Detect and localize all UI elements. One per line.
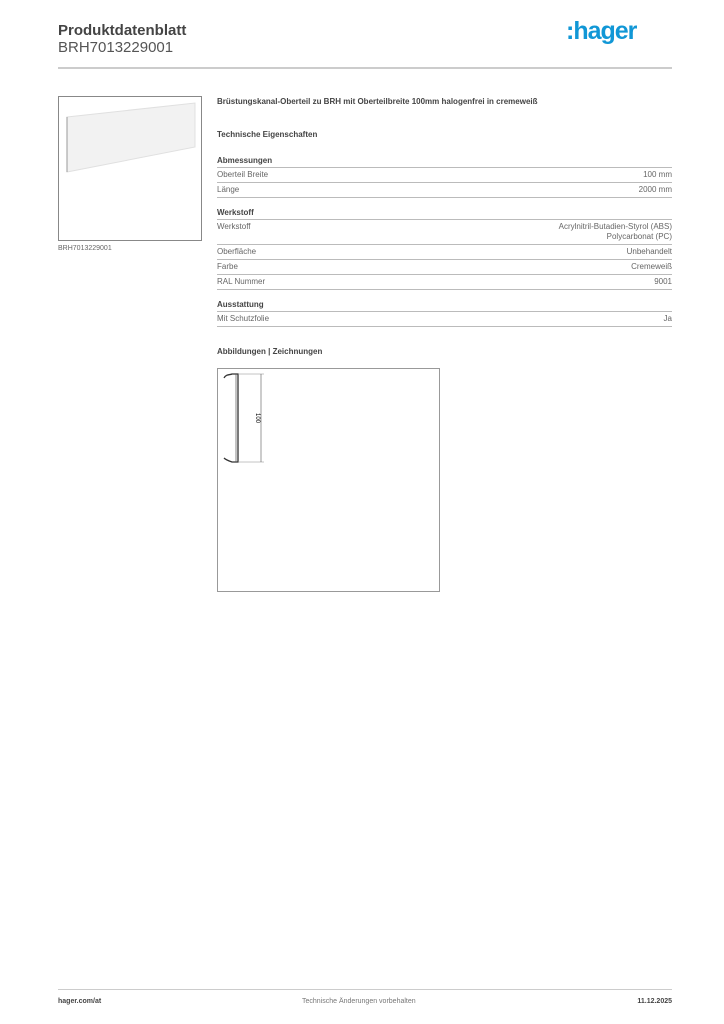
footer-date: 11.12.2025 (637, 998, 672, 1005)
row-value: 2000 mm (638, 185, 672, 194)
dimension-label: 100 (254, 412, 260, 424)
drawings-heading: Abbildungen | Zeichnungen (217, 347, 323, 356)
product-image (58, 96, 202, 241)
section-ausstattung: Ausstattung (217, 300, 672, 312)
row-value: 9001 (654, 277, 672, 286)
table-row (217, 245, 672, 260)
technical-drawing (217, 368, 440, 592)
product-illustration (59, 97, 201, 240)
row-value: Ja (663, 314, 672, 323)
row-value: Cremeweiß (631, 262, 672, 271)
row-label: RAL Nummer (217, 277, 266, 286)
table-row (217, 260, 672, 275)
row-label: Oberteil Breite (217, 170, 269, 179)
image-caption: BRH7013229001 (58, 245, 112, 252)
table-row (217, 220, 672, 245)
row-value-line: Acrylnitril-Butadien-Styrol (ABS) (558, 222, 672, 231)
row-value-line: Polycarbonat (PC) (606, 232, 672, 241)
page-title: Produktdatenblatt (58, 22, 187, 39)
table-row (217, 275, 672, 290)
row-label: Werkstoff (217, 222, 251, 231)
row-value (559, 222, 672, 242)
table-row (217, 183, 672, 198)
header-divider (58, 67, 672, 69)
row-label: Farbe (217, 262, 238, 271)
product-title: Brüstungskanal-Oberteil zu BRH mit Oberteilbreite 100mm halogenfrei in cremeweiß (217, 97, 538, 106)
section-abmessungen: Abmessungen (217, 156, 672, 168)
row-value: 100 mm (643, 170, 672, 179)
row-label: Oberfläche (217, 247, 257, 256)
footer-divider (58, 989, 672, 990)
row-label: Länge (217, 185, 240, 194)
article-number: BRH7013229001 (58, 39, 174, 56)
hager-logo: :hager (566, 17, 637, 45)
row-label: Mit Schutzfolie (217, 314, 270, 323)
product-details (217, 96, 672, 373)
profile-drawing (218, 369, 439, 591)
table-row (217, 168, 672, 183)
footer-note: Technische Änderungen vorbehalten (302, 998, 416, 1005)
row-value: Unbehandelt (626, 247, 672, 256)
table-row (217, 312, 672, 327)
section-werkstoff: Werkstoff (217, 208, 672, 220)
tech-heading: Technische Eigenschaften (217, 130, 318, 139)
footer-website[interactable]: hager.com/at (58, 998, 102, 1005)
